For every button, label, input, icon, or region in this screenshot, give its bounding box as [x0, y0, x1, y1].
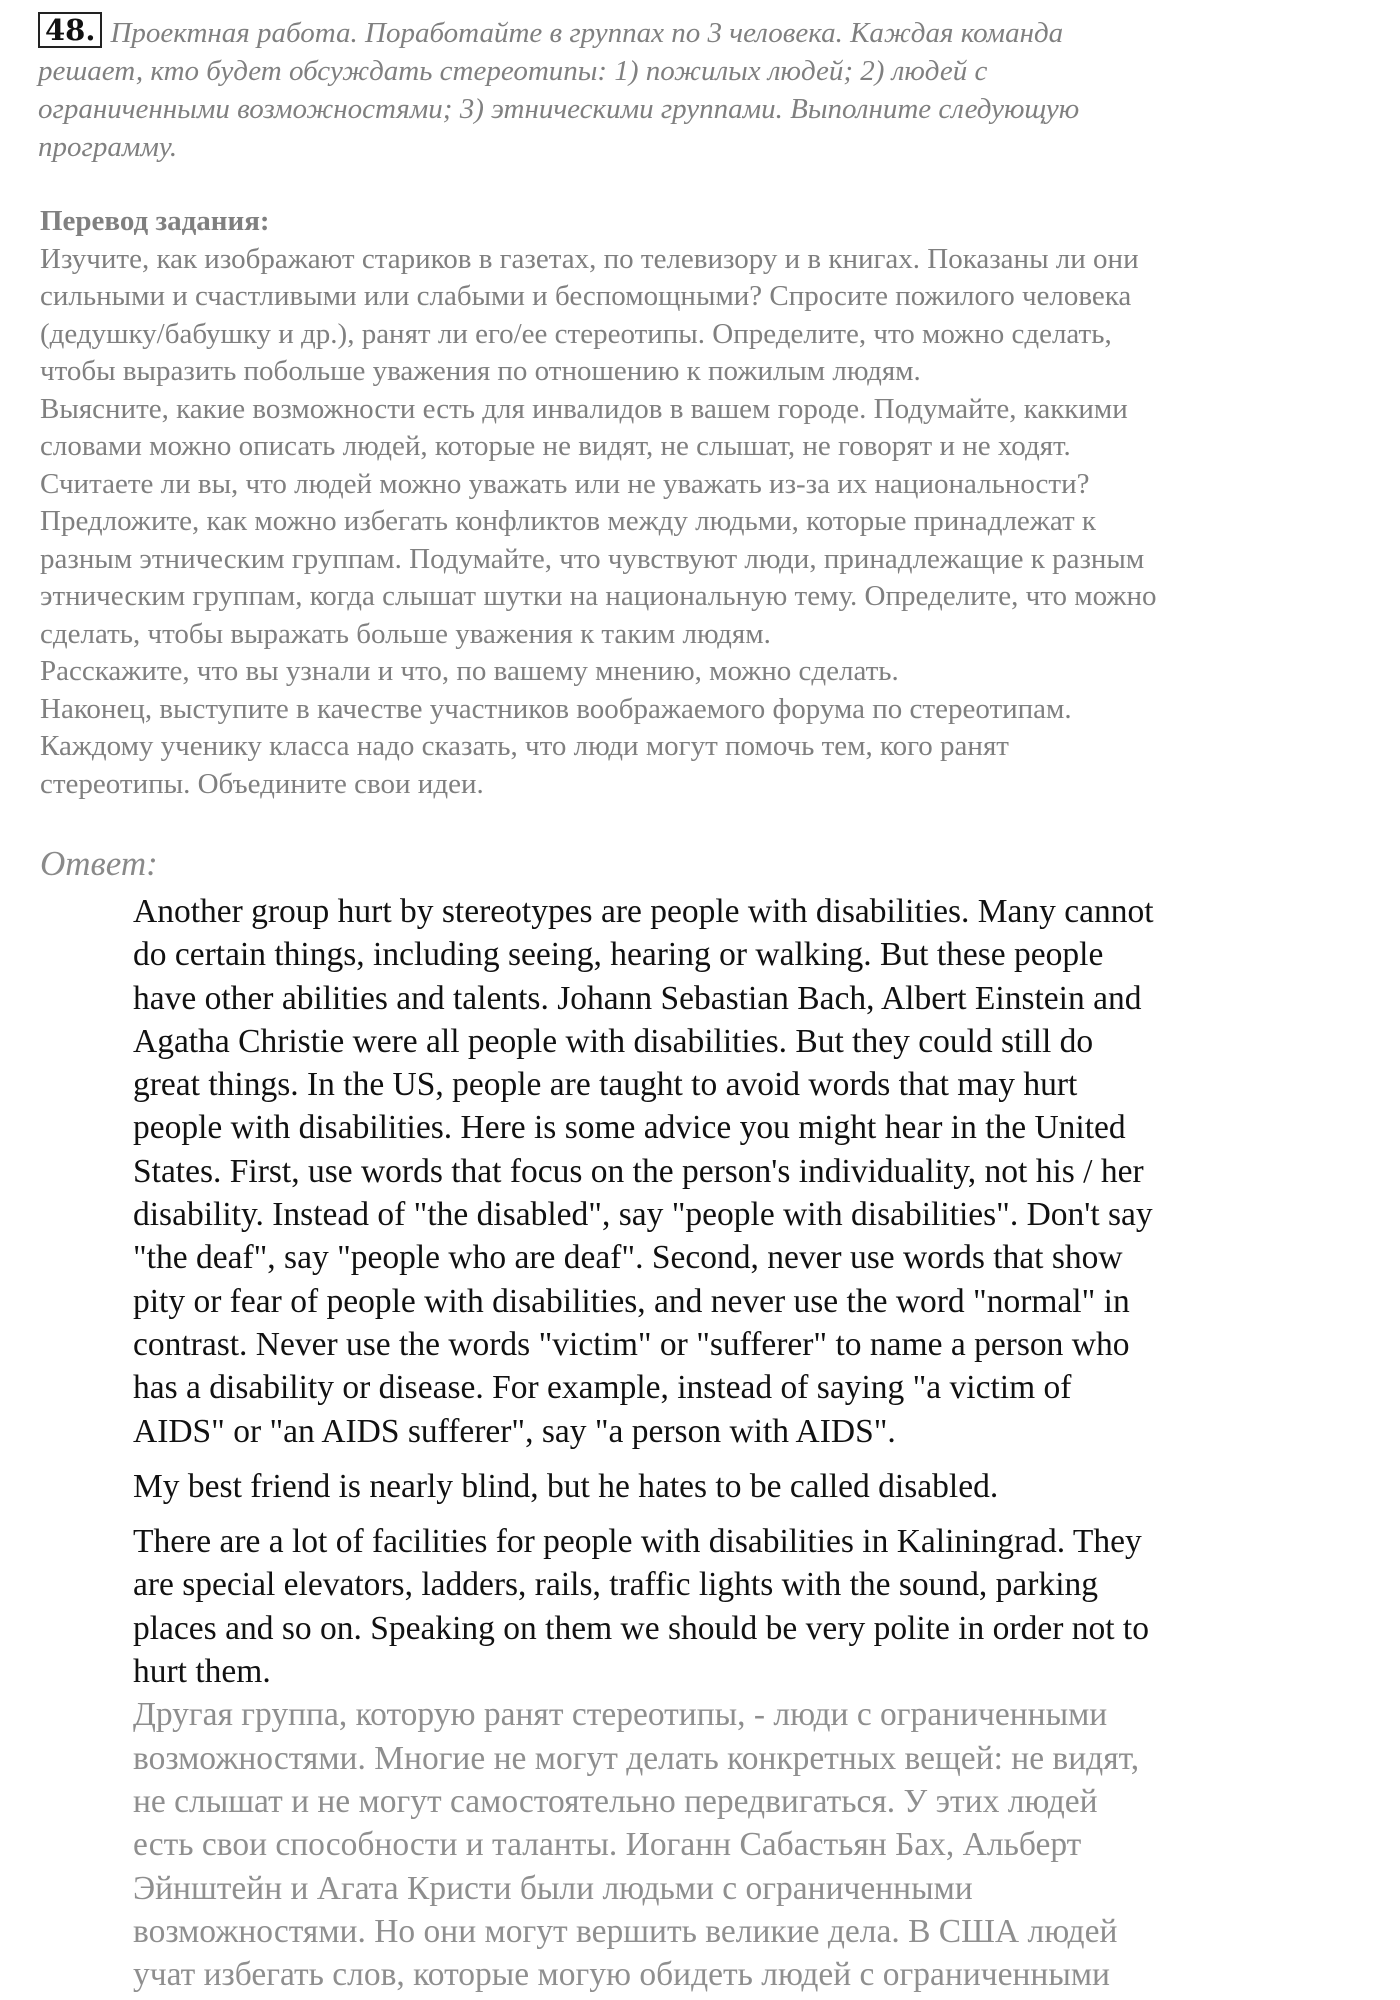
translation-line: сильными и счастливыми или слабыми и беспомощными? Спросите пожилого человека — [40, 280, 1132, 312]
answer-translation-line: возможностями. Многие не могут делать конкретных вещей: не видят, — [133, 1739, 1140, 1777]
task-header-line: Проектная работа. Поработайте в группах по 3 человека. Каждая команда — [110, 17, 1064, 49]
answer-line: Another group hurt by stereotypes are people with disabilities. Many cannot — [133, 893, 1154, 930]
answer-line: AIDS" or "an AIDS sufferer", say "a person with AIDS". — [133, 1412, 896, 1450]
answer-translation-line: есть свои способности и таланты. Иоганн Сабастьян Бах, Альберт — [133, 1826, 1082, 1864]
translation-line: словами можно описать людей, которые не видят, не слышат, не говорят и не ходят. — [40, 430, 1071, 462]
translation-line: чтобы выразить побольше уважения по отношению к пожилым людям. — [40, 355, 921, 387]
answer-line: Agatha Christie were all people with disabilities. But they could still do — [133, 1022, 1094, 1060]
translation-line: Каждому ученику класса надо сказать, что люди могут помочь тем, кого ранят — [40, 730, 1009, 762]
answer-line: disability. Instead of "the disabled", say "people with disabilities". Don't say — [133, 1196, 1153, 1234]
task-header — [38, 12, 1278, 166]
answer-line: people with disabilities. Here is some advice you might hear in the United — [133, 1109, 1126, 1147]
translation-line: Изучите, как изображают стариков в газетах, по телевизору и в книгах. Показаны ли они — [40, 242, 1139, 275]
answer-translation-line: учат избегать слов, которые могую обидеть людей с ограниченными — [133, 1956, 1110, 1994]
answer-translation-line: Эйнштейн и Агата Кристи были людьми с ограниченными — [133, 1869, 973, 1907]
translation-line: Наконец, выступите в качестве участников воображаемого форума по стереотипам. — [40, 692, 1072, 725]
answer-line: My best friend is nearly blind, but he hates to be called disabled. — [133, 1467, 999, 1505]
translation-line: Считаете ли вы, что людей можно уважать или не уважать из-за их национальности? — [40, 467, 1090, 500]
answer-label: Ответ: — [40, 844, 158, 883]
translation-line: Выясните, какие возможности есть для инвалидов в вашем городе. Подумайте, каккими — [40, 392, 1128, 425]
answer-line: are special elevators, ladders, rails, traffic lights with the sound, parking — [133, 1566, 1099, 1604]
translation-line: стереотипы. Объедините свои идеи. — [40, 767, 484, 800]
answer-line: have other abilities and talents. Johann Sebastian Bach, Albert Einstein and — [133, 979, 1142, 1017]
answer-body — [133, 890, 1313, 1996]
answer-paragraph-english-2 — [133, 1465, 1313, 1508]
answer-line: great things. In the US, people are taught to avoid words that may hurt — [133, 1066, 1078, 1104]
answer-line: has a disability or disease. For example, instead of saying "a victim of — [133, 1369, 1072, 1407]
task-translation — [40, 203, 1280, 803]
task-header-line: решает, кто будет обсуждать стереотипы: 1) пожилых людей; 2) людей с — [38, 55, 988, 87]
answer-line: contrast. Never use the words "victim" or "sufferer" to name a person who — [133, 1325, 1130, 1363]
translation-heading: Перевод задания: — [40, 205, 270, 237]
answer-translation-line: возможностями. Но они могут вершить великие дела. В США людей — [133, 1912, 1118, 1950]
task-number: 48. — [38, 12, 102, 48]
translation-line: разным этническим группам. Подумайте, что чувствуют люди, принадлежащие к разным — [40, 542, 1145, 575]
translation-line: (дедушку/бабушку и др.), ранят ли его/ее стереотипы. Определите, что можно сделать, — [40, 317, 1112, 350]
answer-paragraph-english-1 — [133, 890, 1313, 1453]
answer-paragraph-russian — [133, 1693, 1313, 1996]
answer-translation-line: не слышат и не могут самостоятельно передвигаться. У этих людей — [133, 1782, 1098, 1820]
answer-line: pity or fear of people with disabilities, and never use the word "normal" in — [133, 1282, 1130, 1320]
answer-paragraph-english-3 — [133, 1520, 1313, 1693]
answer-line: There are a lot of facilities for people with disabilities in Kaliningrad. They — [133, 1523, 1142, 1561]
translation-line: сделать, чтобы выражать больше уважения к таким людям. — [40, 617, 771, 650]
paragraph-gap — [133, 1453, 1313, 1465]
task-header-line: ограниченными возможностями; 3) этническими группами. Выполните следующую — [38, 93, 1080, 125]
answer-line: "the deaf", say "people who are deaf". Second, never use words that show — [133, 1239, 1123, 1277]
paragraph-gap — [133, 1508, 1313, 1520]
answer-translation-line: Другая группа, которую ранят стереотипы, - люди с ограниченными — [133, 1696, 1108, 1734]
answer-line: hurt them. — [133, 1653, 271, 1691]
task-header-line: программу. — [38, 131, 178, 163]
translation-line: этническим группам, когда слышат шутки на национальную тему. Определите, что можно — [40, 580, 1157, 612]
answer-line: do certain things, including seeing, hearing or walking. But these people — [133, 936, 1104, 974]
translation-line: Предложите, как можно избегать конфликтов между людьми, которые принадлежат к — [40, 505, 1096, 537]
answer-line: States. First, use words that focus on the person's individuality, not his / her — [133, 1152, 1144, 1190]
answer-line: places and so on. Speaking on them we should be very polite in order not to — [133, 1609, 1149, 1647]
translation-line: Расскажите, что вы узнали и что, по вашему мнению, можно сделать. — [40, 655, 899, 687]
